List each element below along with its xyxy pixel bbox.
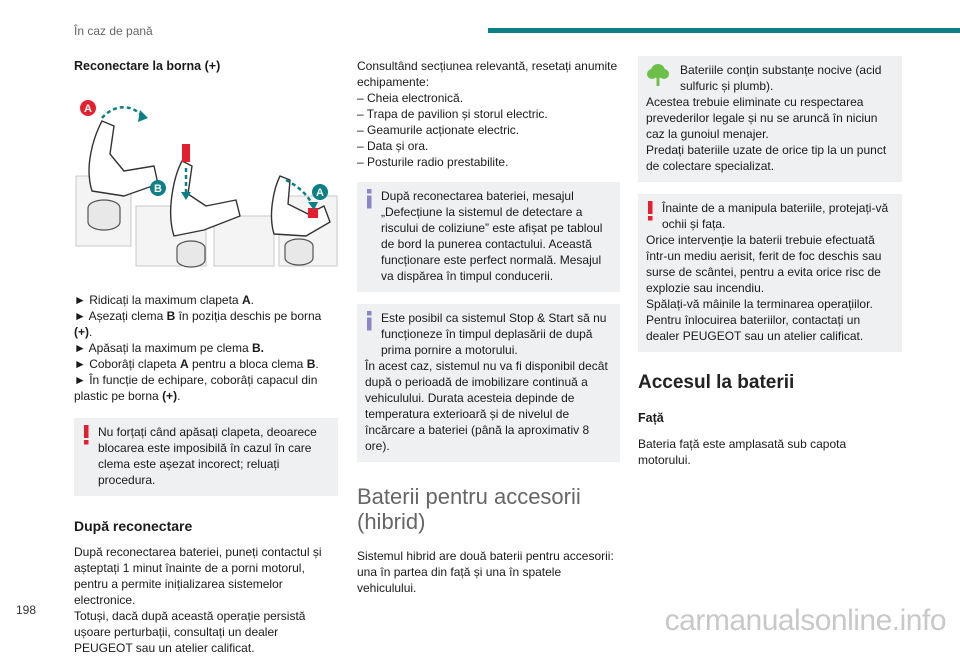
column-3 xyxy=(638,56,902,468)
after-reconnect-heading: După reconectare xyxy=(74,518,193,534)
reset-item-4: – Data și ora. xyxy=(357,139,429,153)
step-3: ► Apăsați la maximum pe clema B. xyxy=(74,341,264,355)
eco-text-1: Bateriile conțin substanțe nocive (acid sulfuric și plumb). xyxy=(680,63,882,93)
info-box-1 xyxy=(357,182,620,292)
page-number: 198 xyxy=(16,603,37,617)
warning-exclamation-icon xyxy=(643,200,657,222)
eco-text-2: Acestea trebuie eliminate cu respectarea prevederilor legale și nu se aruncă în niciun caz la gunoiul menajer. xyxy=(646,95,878,141)
accessory-batteries-title: Baterii pentru accesorii (hibrid) xyxy=(357,484,581,534)
running-header: În caz de pană xyxy=(74,24,153,38)
warning-box xyxy=(74,418,338,496)
watermark: carmanualsonline.info xyxy=(664,604,946,637)
header-accent-bar xyxy=(488,28,960,33)
reconnect-heading: Reconectare la borna (+) xyxy=(74,59,221,73)
accessory-batteries-text: Sistemul hibrid are două baterii pentru accesorii: una în partea din față și una în spatele vehiculului. xyxy=(357,549,614,595)
clamp-red-marker-a xyxy=(308,208,318,218)
front-text: Bateria față este amplasată sub capota motorului. xyxy=(638,437,847,467)
after-reconnect-text-2: Totuși, dacă după această operație persistă ușoare perturbații, consultați un dealer PEUGEOT sau un atelier calificat. xyxy=(74,609,306,655)
eco-box xyxy=(638,56,902,182)
step-5: ► În funcție de echipare, coborâți capacul din plastic pe borna (+). xyxy=(74,373,318,403)
warning-exclamation-icon xyxy=(79,424,93,446)
battery-warning-box xyxy=(638,194,902,352)
info-box-2 xyxy=(357,304,620,462)
eco-text-3: Predați bateriile uzate de orice tip la un punct de colectare specializat. xyxy=(646,143,887,173)
recycle-tree-icon xyxy=(646,62,670,88)
battery-warning-2: Orice intervenție la baterii trebuie efectuată într-un mediu aerisit, ferit de foc deschis sau surse de scântei, pentru a evita orice risc de explozie sau incendiu. xyxy=(646,233,882,295)
front-heading: Față xyxy=(638,411,664,425)
step-1: ► Ridicați la maximum clapeta A. xyxy=(74,293,254,307)
battery-access-title: Accesul la baterii xyxy=(638,372,795,393)
info-text-2b: În acest caz, sistemul nu va fi disponibil decât după o perioadă de imobilizare continuă a vehiculului. Durata acesteia depinde de temperatura exterioară și de nivelul de încărcare a bateriei (până la aproximativ 8 ore). xyxy=(365,359,608,453)
reconnect-steps xyxy=(74,292,338,404)
reset-item-3: – Geamurile acționate electric. xyxy=(357,123,520,137)
battery-warning-1: Înainte de a manipula bateriile, protejați-vă ochii și fața. xyxy=(662,201,889,231)
reset-item-5: – Posturile radio prestabilite. xyxy=(357,155,509,169)
terminal-reconnect-illustration xyxy=(74,96,338,272)
clamp-red-marker-b xyxy=(182,144,190,162)
step-4: ► Coborâți clapeta A pentru a bloca clema B. xyxy=(74,357,319,371)
label-b: B xyxy=(154,183,162,195)
reset-intro: Consultând secțiunea relevantă, resetați anumite echipamente: xyxy=(357,59,618,89)
warning-text: Nu forțați când apăsați clapeta, deoarece blocarea este imposibilă în cazul în care clema este așezat incorect; reluați procedura. xyxy=(98,425,317,487)
info-icon xyxy=(362,188,376,210)
label-a-1: A xyxy=(84,103,92,115)
info-text-2a: Este posibil ca sistemul Stop & Start să nu funcționeze în timpul deplasării de după prima pornire a motorului. xyxy=(381,311,607,357)
reset-item-2: – Trapa de pavilion și storul electric. xyxy=(357,107,548,121)
column-1 xyxy=(74,58,338,656)
label-a-2: A xyxy=(316,187,324,199)
after-reconnect-text-1: După reconectarea bateriei, puneți contactul și așteptați 1 minut înainte de a porni motorul, pentru a permite inițializarea sistemelor electronice. xyxy=(74,545,322,607)
reset-item-1: – Cheia electronică. xyxy=(357,91,464,105)
info-text-1: După reconectarea bateriei, mesajul „Defecțiune la sistemul de detectare a riscului de coliziune” este afișat pe tabloul de bord la punerea contactului. Această funcționare este perfect normală. Mesajul va dispărea în timpul conducerii. xyxy=(381,189,603,283)
battery-warning-3: Spălați-vă mâinile la terminarea operațiilor. xyxy=(646,297,873,311)
step-2: ► Așezați clema B în poziția deschis pe borna (+). xyxy=(74,309,322,339)
info-icon xyxy=(362,310,376,332)
column-2 xyxy=(357,58,620,596)
battery-warning-4: Pentru înlocuirea bateriilor, contactați un dealer PEUGEOT sau un atelier calificat. xyxy=(646,313,864,343)
